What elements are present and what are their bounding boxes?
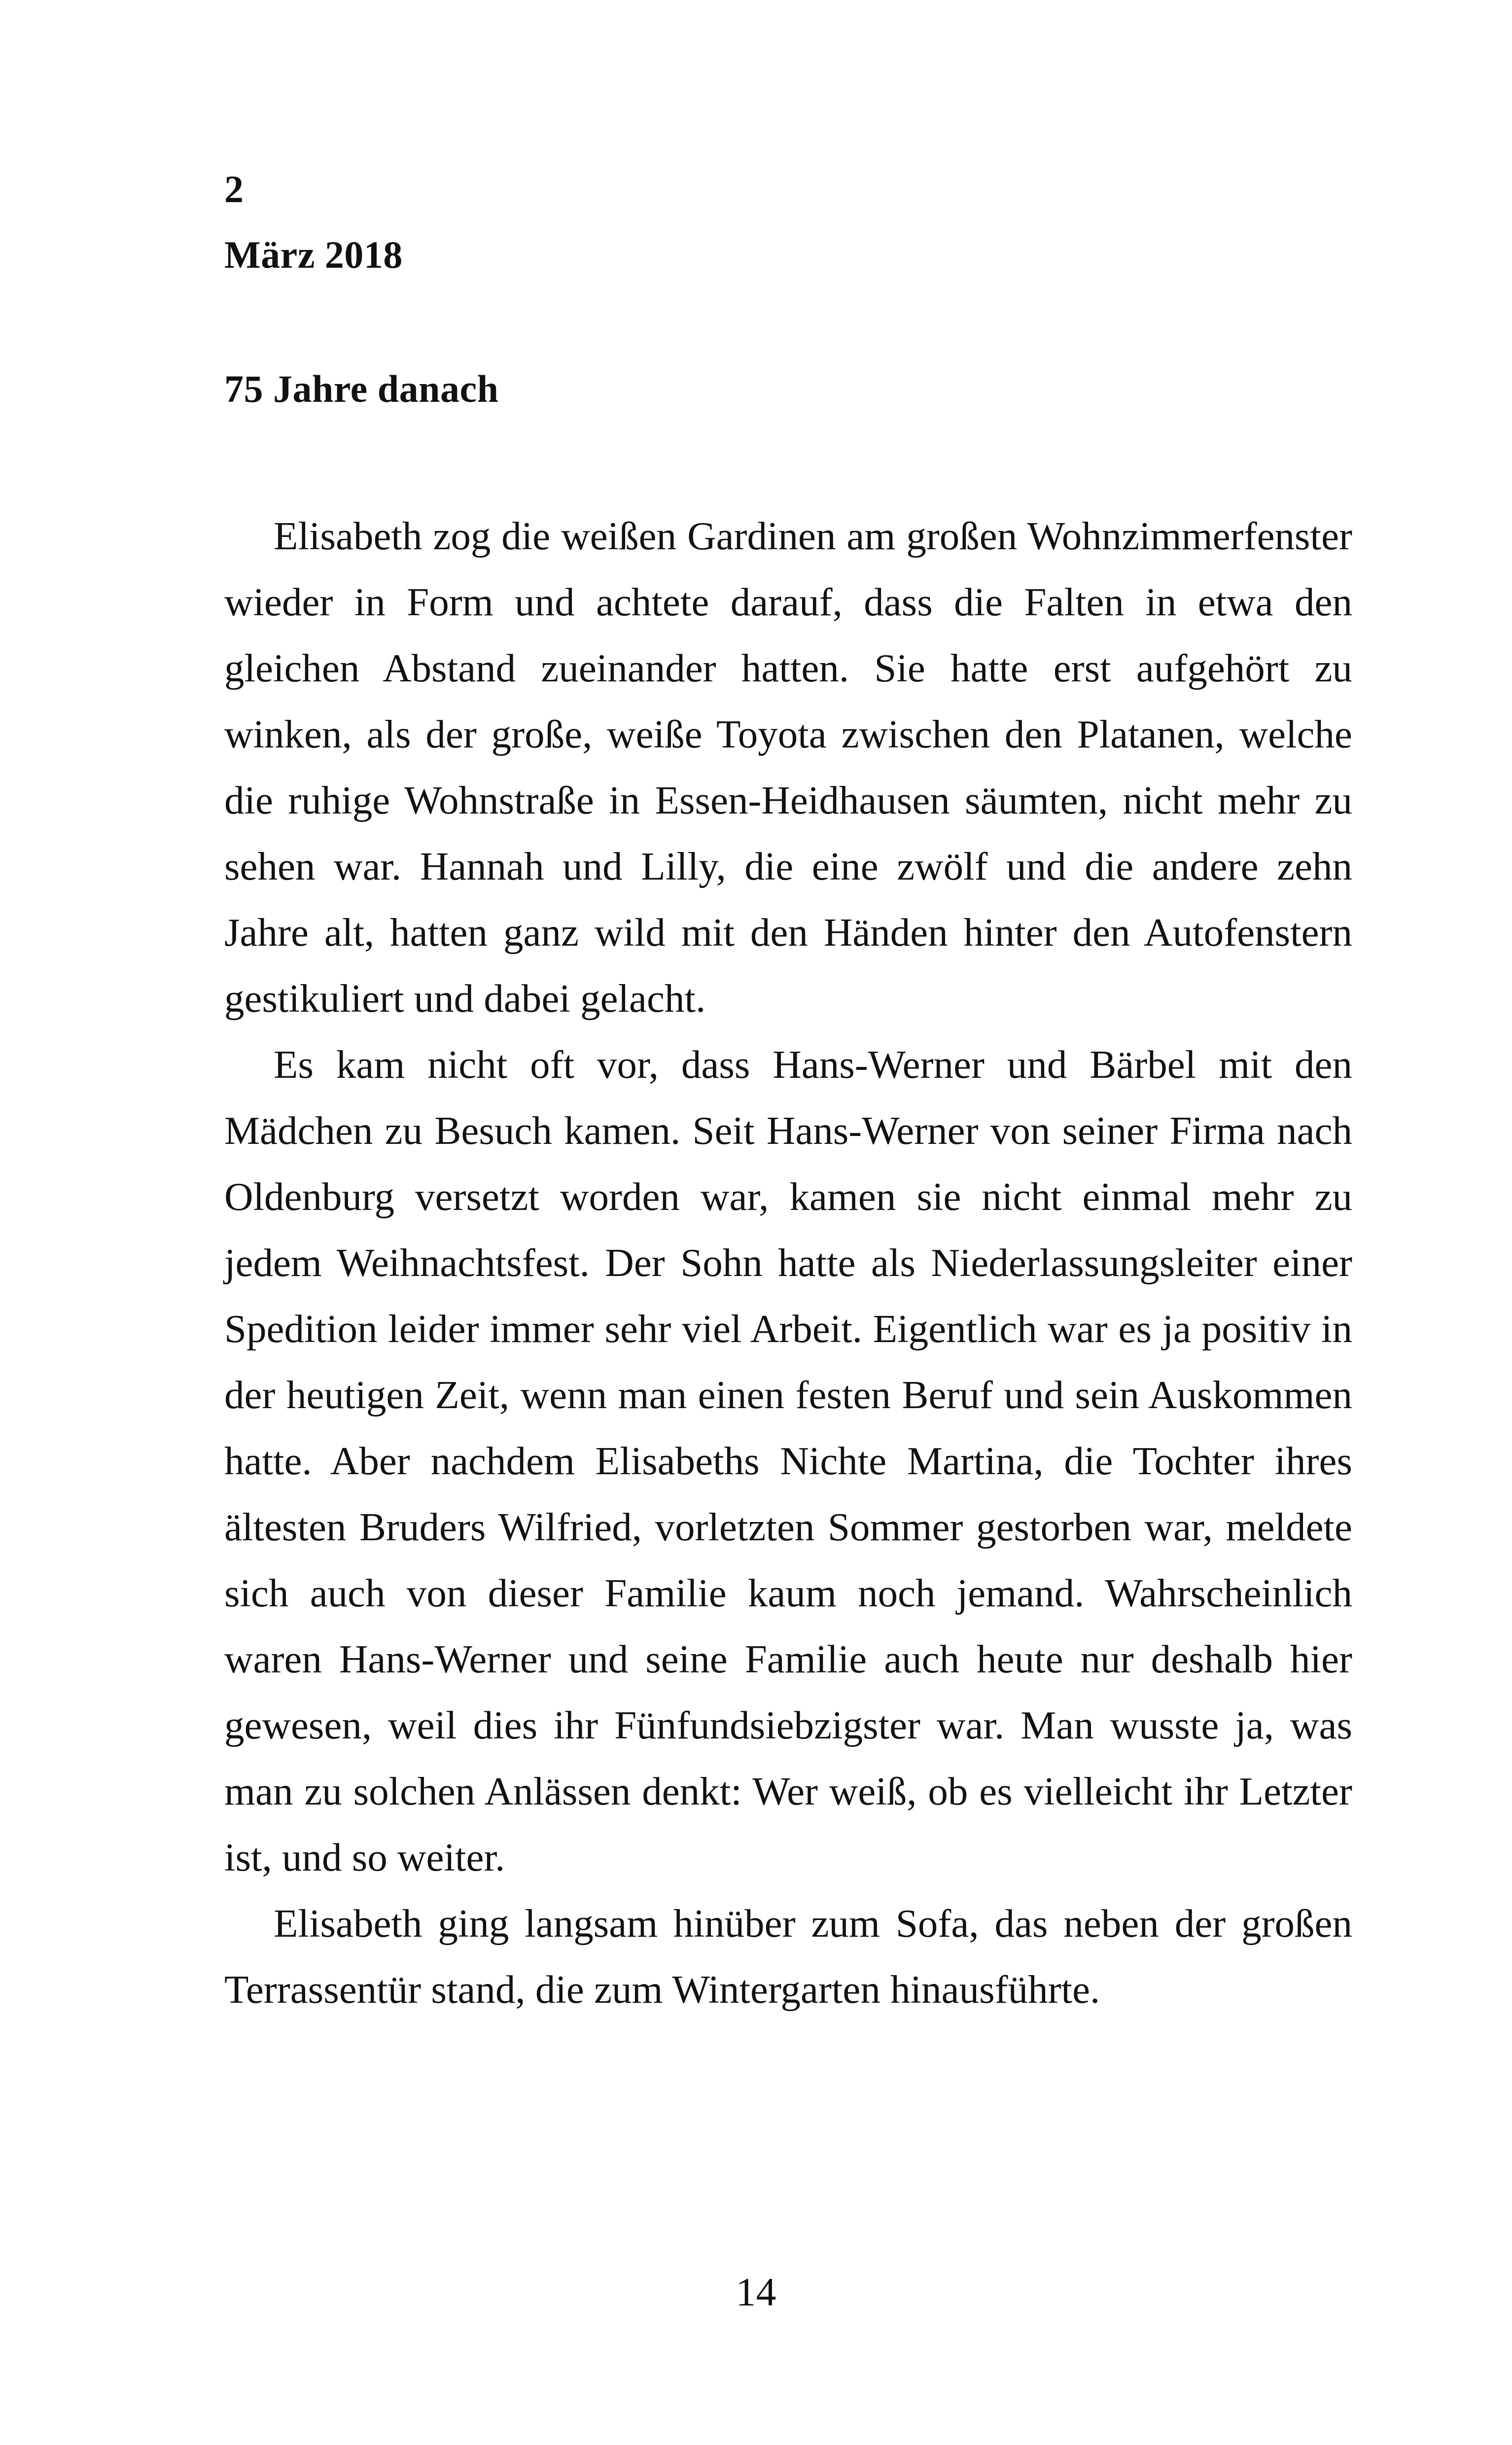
chapter-date: März 2018 <box>224 233 403 276</box>
chapter-title: 75 Jahre danach <box>224 367 499 410</box>
paragraph: Elisabeth zog die weißen Gardinen am großen Wohnzimmerfenster wieder in Form und achtete darauf, dass die Falten in etwa den gleichen Abstand zueinander hatten. Sie hatte erst aufgehört zu winken, als der große, weiße Toyota zwischen den Platanen, welche die ruhige Wohnstraße in Essen-Heidhausen säumten, nicht mehr zu sehen war. Hannah und Lilly, die eine zwölf und die andere zehn Jahre alt, hatten ganz wild mit den Händen hinter den Autofenstern gestikuliert und dabei gelacht. <box>224 514 1352 1021</box>
paragraph: Es kam nicht oft vor, dass Hans-Werner und Bärbel mit den Mädchen zu Besuch kamen. Seit Hans-Werner von seiner Firma nach Oldenburg versetzt worden war, kamen sie nicht einmal mehr zu jedem Weihnachtsfest. Der Sohn hatte als Niederlassungsleiter einer Spedition leider immer sehr viel Arbeit. Eigentlich war es ja positiv in der heutigen Zeit, wenn man einen festen Beruf und sein Auskommen hatte. Aber nachdem Elisabeths Nichte Martina, die Tochter ihres ältesten Bruders Wilfried, vorletzten Sommer gestorben war, meldete sich auch von dieser Familie kaum noch jemand. Wahrscheinlich waren Hans-Werner und seine Familie auch heute nur deshalb hier gewesen, weil dies ihr Fünfundsiebzigster war. Man wusste ja, was man zu solchen Anlässen denkt: Wer weiß, ob es vielleicht ihr Letzter ist, und so weiter. <box>224 1042 1352 1879</box>
page-number: 14 <box>736 2269 776 2314</box>
chapter-number: 2 <box>224 168 244 211</box>
paragraph: Elisabeth ging langsam hinüber zum Sofa, das neben der großen Terrassentür stand, die zum Wintergarten hinausführte. <box>224 1901 1352 2012</box>
body-text <box>224 503 1352 2022</box>
